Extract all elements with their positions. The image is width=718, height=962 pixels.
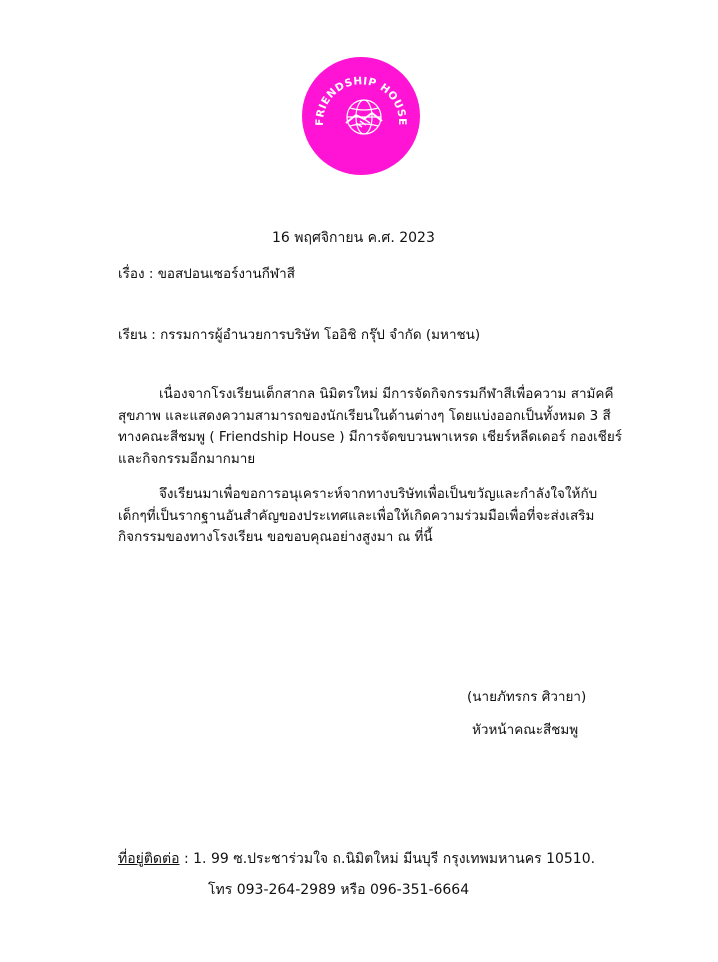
address-text: : 1. 99 ซ.ประชาร่วมใจ ถ.นิมิตใหม่ มีนบุรี กรุงเทพมหานคร 10510.: [179, 851, 596, 867]
paragraph-line: กิจกรรมของทางโรงเรียน ขอขอบคุณอย่างสูงมา ณ ที่นี้: [118, 529, 433, 545]
paragraph-line: สุขภาพ และแสดงความสามารถของนักเรียนในด้านต่างๆ โดยแบ่งออกเป็นทั้งหมด 3 สี: [118, 407, 611, 424]
contact-address: [118, 850, 595, 868]
contact-phone: โทร 093-264-2989 หรือ 096-351-6664: [208, 882, 470, 898]
letter-date: 16 พฤศจิกายน ค.ศ. 2023: [272, 230, 435, 246]
body-paragraph-2: [118, 484, 598, 549]
friendship-house-logo: [302, 57, 420, 175]
paragraph-line: เนื่องจากโรงเรียนเต็กสากล นิมิตรใหม่ มีการจัดกิจกรรมกีฬาสีเพื่อความ สามัคคี: [159, 386, 614, 402]
paragraph-line: และกิจกรรมอีกมากมาย: [118, 450, 256, 467]
signer-name: (นายภัทรกร ศิวายา): [467, 689, 587, 705]
paragraph-line: เด็กๆที่เป็นรากฐานอันสำคัญของประเทศและเพื่อให้เกิดความร่วมมือเพื่อที่จะส่งเสริม: [118, 507, 595, 524]
logo-text: FRIENDSHIP HOUSE: [313, 75, 409, 126]
body-paragraph-1: [118, 384, 623, 470]
paragraph-line: ทางคณะสีชมพู ( Friendship House ) มีการจัดขบวนพาเหรด เชียร์หลีดเดอร์ กองเชียร์: [118, 429, 623, 445]
letter-subject: เรื่อง : ขอสปอนเซอร์งานกีฬาสี: [118, 266, 295, 282]
contact-label: ที่อยู่ติดต่อ: [118, 851, 180, 867]
signer-position: หัวหน้าคณะสีชมพู: [472, 722, 579, 738]
paragraph-line: จึงเรียนมาเพื่อขอการอนุเคราะห์จากทางบริษัทเพื่อเป็นขวัญและกำลังใจให้กับ: [159, 486, 598, 502]
letter-recipient: เรียน : กรรมการผู้อำนวยการบริษัท โออิชิ กรุ๊ป จำกัด (มหาชน): [118, 327, 481, 343]
